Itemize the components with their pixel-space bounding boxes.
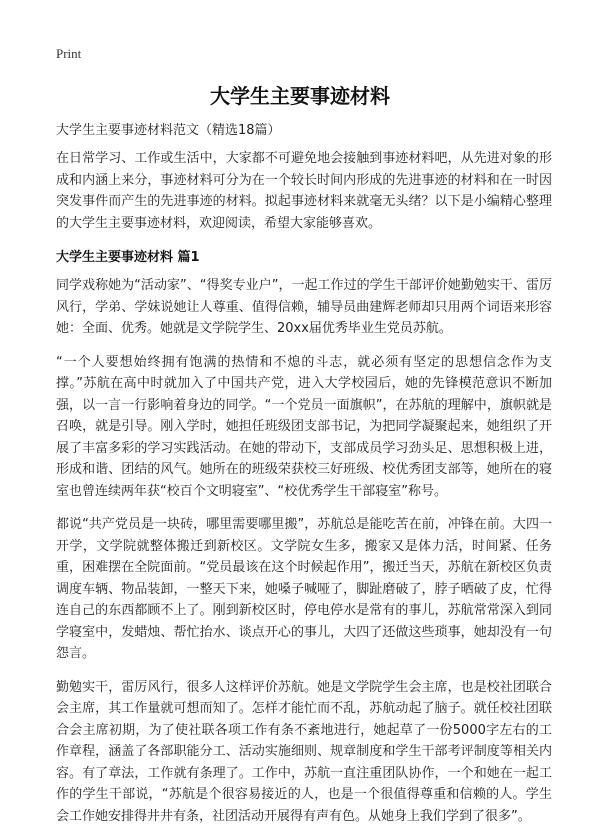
- page-title: 大学生主要事迹材料: [210, 84, 390, 108]
- body-paragraph: 勤勉实干，雷厉风行，很多人这样评价苏航。她是文学院学生会主席，也是校社团联合会主席，其工作量就可想而知了。怎样才能忙而不乱，苏航动起了脑子。就任校社团联合会主席初期，为了使社联各项工作有条不紊地进行，她起草了一份5000字左右的工作章程，涵盖了各部职能分工、活动实施细则、规章制度和学生干部考评制度等相关内容。有了章法，工作就有条理了。工作中，苏航一直注重团队协作，一个和她在一起工作的学生干部说，“苏航是个很容易接近的人，也是一个很值得尊重和信赖的人。学生会工作她安排得井井有条，社团活动开展得有声有色。从她身上我们学到了很多”。: [56, 679, 552, 824]
- document-body: [56, 148, 552, 839]
- print-link[interactable]: Print: [56, 46, 82, 61]
- document-subtitle: 大学生主要事迹材料范文（精选18篇）: [56, 123, 281, 138]
- section-heading: 大学生主要事迹材料 篇1: [56, 250, 200, 265]
- body-paragraph: “一个人要想始终拥有饱满的热情和不熄的斗志，就必须有坚定的思想信念作为支撑。”苏航在高中时就加入了中国共产党，进入大学校园后，她的先锋模范意识不断加强，以一言一行影响着身边的同学。“一个党员一面旗帜”，在苏航的理解中，旗帜就是召唤，就是引导。刚入学时，她担任班级团支部书记，为把同学凝聚起来，她组织了开展了丰富多彩的学习实践活动。在她的带动下，支部成员学习劲头足、思想积极上进，形成和谐、团结的风气。她所在的班级荣获校三好班级、校优秀团支部等，她所在的寝室也曾连续两年获“校百个文明寝室”、“校优秀学生干部寝室”称号。: [56, 354, 552, 499]
- body-paragraph: 同学戏称她为“活动家”、“得奖专业户”，一起工作过的学生干部评价她勤勉实干、雷厉风行，学弟、学妹说她让人尊重、值得信赖，辅导员曲建辉老师却只用两个词语来形容她：全面、优秀。她就是文学院学生、20xx届优秀毕业生党员苏航。: [56, 278, 552, 336]
- intro-paragraph: 在日常学习、工作或生活中，大家都不可避免地会接触到事迹材料吧，从先进对象的形成和内涵上来分，事迹材料可分为在一个较长时间内形成的先进事迹的材料和在一时因突发事件而产生的先进事迹的材料。拟起事迹材料来就毫无头绪？以下是小编精心整理的大学生主要事迹材料，欢迎阅读，希望大家能够喜欢。: [56, 151, 552, 231]
- body-paragraph: 都说“共产党员是一块砖，哪里需要哪里搬”，苏航总是能吃苦在前，冲锋在前。大四一开学，文学院就整体搬迁到新校区。文学院女生多，搬家又是体力活，时间紧、任务重，困难摆在全院面前。“党员最该在这个时候起作用”，搬迁当天，苏航在新校区负责调度车辆、物品装卸，一整天下来，她嗓子喊哑了，脚趾磨破了，脖子晒破了皮，忙得连自己的东西都顾不上了。刚到新校区时，停电停水是常有的事儿，苏航常常深入到同学寝室中，发蜡烛、帮忙抬水、谈点开心的事儿，大四了还做这些琐事，她却没有一句怨言。: [56, 517, 552, 661]
